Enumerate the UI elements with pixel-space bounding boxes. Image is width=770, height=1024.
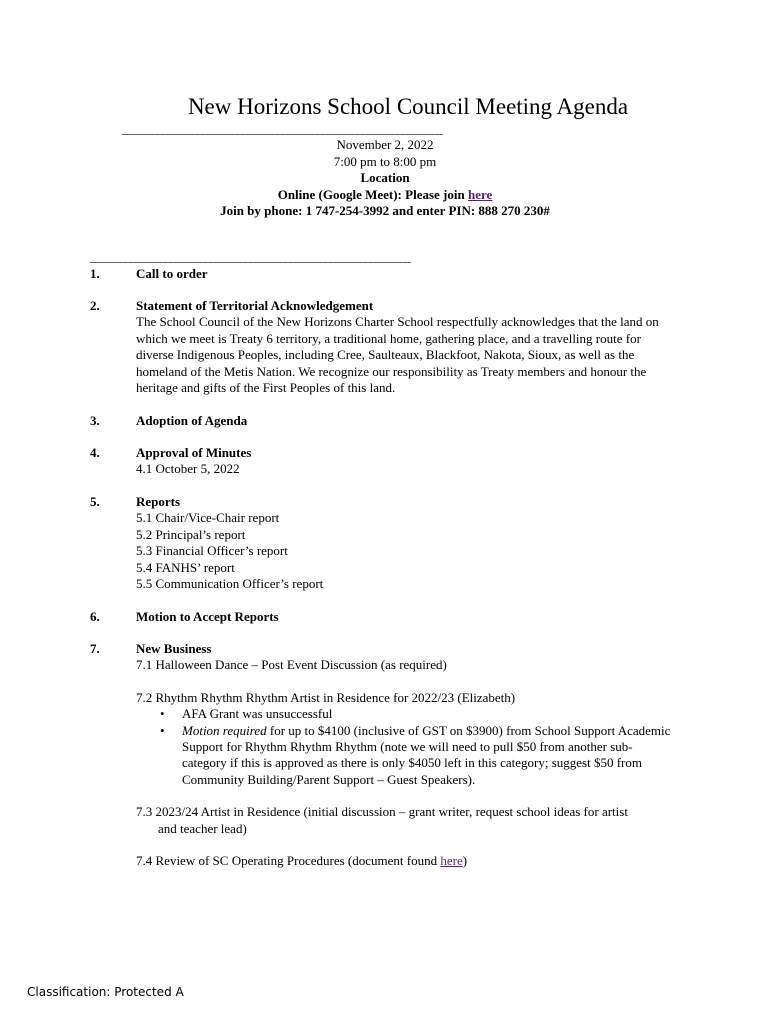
sub-item-7-3: 7.3 2023/24 Artist in Residence (initial discussion – grant writer, request school ideas for artist (136, 804, 628, 820)
bullet-item (136, 723, 676, 789)
bullet-list (136, 706, 676, 788)
phone-line: Join by phone: 1 747-254-3992 and enter PIN: 888 270 230# (220, 203, 550, 218)
item-heading: New Business (136, 641, 212, 656)
meeting-info (0, 137, 770, 220)
item-heading: Call to order (136, 266, 208, 281)
item-heading: Approval of Minutes (136, 445, 252, 460)
sub-item: 5.4 FANHS’ report (136, 559, 235, 575)
sub-item: 4.1 October 5, 2022 (136, 461, 240, 477)
item-number: 3. (90, 413, 100, 428)
item-number: 2. (90, 298, 100, 313)
sub-item: 5.2 Principal’s report (136, 526, 246, 542)
item-heading: Statement of Territorial Acknowledgement (136, 298, 374, 313)
divider: ________________________________________________________________ (122, 122, 442, 136)
item-heading: Reports (136, 494, 181, 509)
acknowledgement-text: The School Council of the New Horizons Charter School respectfully acknowledges that the land on which we meet is Treaty 6 territory, a traditional home, gathering place, and a travelling route for diverse Indigenous Peoples, including Cree, Saulteaux, Blackfoot, Nakota, Sioux, as well as the homeland of the Metis Nation. We recognize our responsibility as Treaty members and honour the heritage and gifts of the First Peoples of this land. (136, 314, 659, 396)
item-number: 7. (90, 641, 100, 656)
sub-item-7-2: 7.2 Rhythm Rhythm Rhythm Artist in Residence for 2022/23 (Elizabeth) (136, 689, 516, 705)
sub-item-7-1: 7.1 Halloween Dance – Post Event Discussion (as required) (136, 657, 447, 673)
item-number: 1. (90, 266, 100, 281)
classification-label: Classification: Protected A (27, 985, 184, 999)
sub-item: 5.3 Financial Officer’s report (136, 543, 288, 559)
closing-paren: ) (462, 853, 468, 869)
meet-link[interactable]: here (467, 186, 493, 202)
item-heading: Motion to Accept Reports (136, 609, 279, 624)
meeting-time: 7:00 pm to 8:00 pm (333, 153, 437, 169)
item-heading: Adoption of Agenda (136, 413, 248, 428)
sub-item-text: 7.4 Review of SC Operating Procedures (document found (136, 853, 441, 869)
bullet-text: for up to $4100 (inclusive of GST on $3900) from School Support Academic Support for Rhythm Rhythm Rhythm (note we will need to pull $50 from another sub-category if this is approved as there is only $4050 left in this category; suggest $50 from Community Building/Parent Support – Guest Speakers). (182, 722, 671, 787)
bullet-item: • AFA Grant was unsuccessful (136, 706, 676, 722)
sub-item-7-3-cont: and teacher lead) (158, 820, 247, 836)
meeting-date: November 2, 2022 (336, 137, 434, 152)
sub-item: 5.1 Chair/Vice-Chair report (136, 510, 280, 526)
procedures-link[interactable]: here (440, 853, 463, 869)
sub-item-7-4 (136, 853, 676, 869)
page-title: New Horizons School Council Meeting Agenda (187, 94, 629, 119)
item-number: 5. (90, 494, 100, 509)
item-number: 4. (90, 445, 100, 460)
sub-item: 5.5 Communication Officer’s report (136, 576, 324, 592)
online-line (0, 187, 770, 204)
item-number: 6. (90, 609, 100, 624)
motion-required-text: Motion required (182, 722, 267, 738)
divider: ________________________________________________________________ (90, 250, 410, 264)
online-text: Online (Google Meet): Please join (277, 186, 468, 202)
location-label: Location (360, 170, 410, 185)
